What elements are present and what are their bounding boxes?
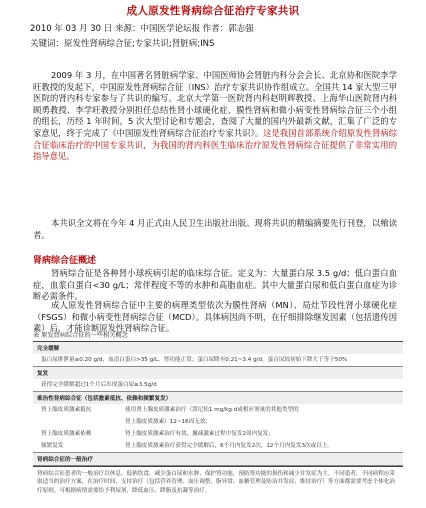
concept-table <box>33 330 403 498</box>
table-row-key <box>41 418 125 426</box>
paragraph-intro-highlight: 这是我国首部系统介绍原发性肾病综合征临床治疗的中国专家共识，为我国的肾内科医生临床治疗原发性肾病综合征提供了非常实用的指导意见。 <box>33 127 397 162</box>
table-section-head: 肾病综合征的一般治疗 <box>33 453 403 465</box>
table-row <box>33 440 403 452</box>
table-row-value: 肾上腺皮质激素）12~16周无效； <box>125 419 212 425</box>
table-row-key: 频繁复发 <box>41 443 64 449</box>
table-caption: 表 原发肾病综合征的一些相关概念 <box>33 332 128 339</box>
table-row: 获得完全缓解超过1个月后出现蛋白尿≥3.5g/d <box>41 382 157 388</box>
table-body <box>33 342 403 466</box>
article-title: 成人原发性肾病综合征治疗专家共识 <box>126 5 300 17</box>
table-row: 蛋白尿排泄量≤0.20 g/d，血清白蛋白>35 g/L，肾功能正常；蛋白尿降至0.21~3.4 g/d，蛋白尿较初始下降大于等于50% <box>41 357 348 363</box>
paragraph-definition: 肾病综合征是各种肾小球疾病引起的临床综合征。定义为：大量蛋白尿 3.5 g/d；低白蛋白血症，血浆白蛋白<30 g/L；常伴程度不等的水肿和高脂血症。其中大量蛋白尿和低白蛋白血症为诊断必需条件。 <box>33 268 397 302</box>
table-row-key: 肾上腺皮质激素依赖 <box>41 431 92 437</box>
table-row-value: 肾上腺皮质激素治疗有效，撤减激素过程中复发2周内复发； <box>125 431 274 437</box>
table-section-head: 完全缓解 <box>33 342 403 354</box>
table-footer: 肾病综合征患者的一般治疗以休息、低钠饮食、减少蛋白尿和水肿、保护肾功能，预防肾功能的损伤和减少并发症为主。不同患者，不同病程应采取适当的治疗方案，在治疗时间，支持治疗（包括营养管理、血压调整、脂异常、血糖管理及防治并发症、维持治疗）等方面都需要考虑个体化治疗原则。可根据病情需要给予利尿剂，降低血压、降脂及抗凝等治疗。 <box>37 471 396 494</box>
table-row-value: 使用肾上腺皮质激素治疗（泼尼松1 mg/kg·d或相应剂量的其他类型的 <box>125 407 299 413</box>
table-section-head: 难治性肾病综合征（包括激素抵抗、依赖和频繁复发） <box>33 392 403 404</box>
table-section-head: 复发 <box>33 367 403 379</box>
paragraph-publication-note: 本共识全文将在今年 4 月正式由人民卫生出版社出版。现将共识的精编摘要先行刊登，以飨读者。 <box>33 218 397 240</box>
table-row <box>33 428 403 440</box>
paragraph-intro-text: 2009 年 3 月，在中国著名肾脏病学家、中国医师协会肾脏内科分会会长、北京协和医院李学旺教授的发起下，中国原发性肾病综合征（INS）治疗专家共识协作组成立。全国共 14 家大型三甲医院的肾内科专家参与了共识的编写。北京大学第一医院肾内科赵明辉教授、上海华山医院肾内科顾勇教授、李学旺教授分别担任总结性肾小球硬化症、膜性肾病和微小病变性肾病综合征三个小组的组长，历经 1 年时间，5 次大型讨论和专题会，查阅了大量的国内外最新文献，汇集了广泛的专家意见，终于完成了《中国原发性肾病综合征治疗专家共识》。 <box>33 70 397 138</box>
table-row-key: 肾上腺皮质激素抵抗 <box>41 407 92 413</box>
paragraph-intro <box>33 70 397 163</box>
table-row <box>33 404 403 416</box>
section-heading: 肾病综合征概述 <box>33 256 97 266</box>
article-keywords: 关键词：原发性肾病综合征;专家共识;肾脏病;INS <box>30 39 215 49</box>
article-meta: 2010 年 03 月 30 日 来源：中国医学论坛报 作者：郭志强 <box>30 24 254 34</box>
paragraph-pathology: 成人原发性肾病综合征中主要的病理类型依次为膜性肾病（MN）、局灶节段性肾小球硬化症（FSGS）和微小病变性肾病综合征（MCD）。具体病因尚不明，在仔细排除继发因素（包括遗传因素）后，才能诊断原发性肾病综合征。 <box>33 300 397 334</box>
table-row <box>33 416 403 428</box>
table-row-value: 肾上腺皮质激素治疗获得完全缓解后，6个月内复发2次，12个月内复发3次或以上。 <box>125 443 333 449</box>
